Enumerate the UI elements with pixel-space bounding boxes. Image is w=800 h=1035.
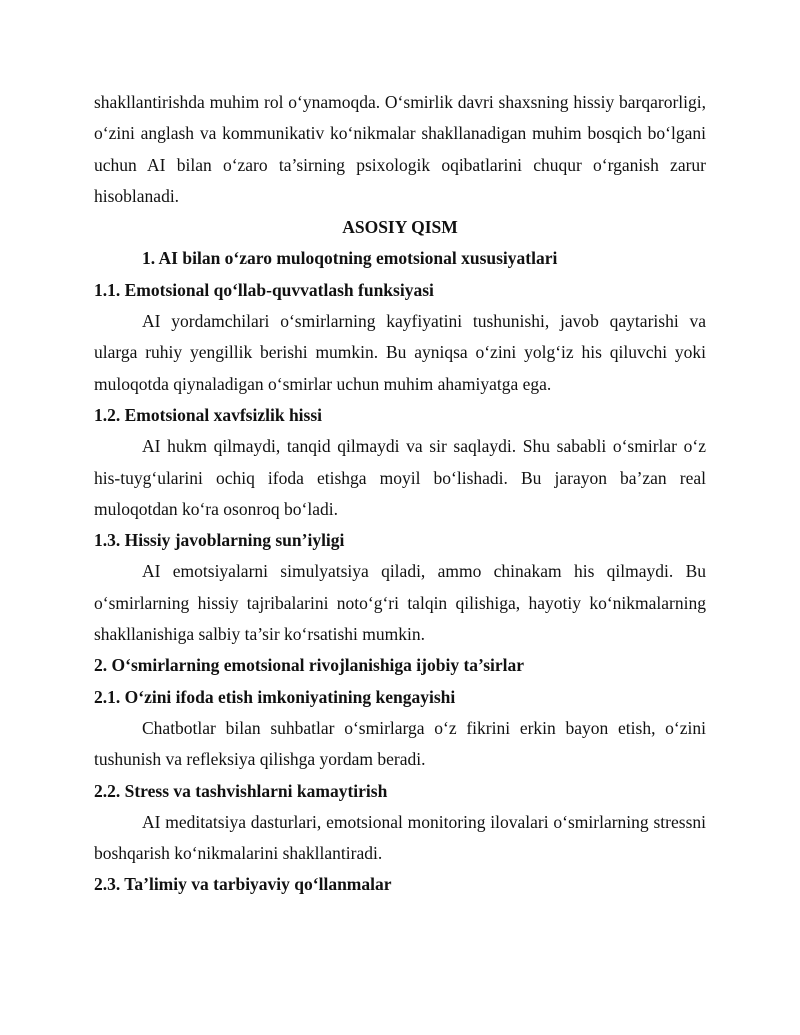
paragraph-2-2: AI meditatsiya dasturlari, emotsional monitoring ilovalari o‘smirlarning stressni boshqarish ko‘nikmalarini shakllantiradi. [94,811,706,864]
paragraph-1-3: AI emotsiyalarni simulyatsiya qiladi, ammo chinakam his qilmaydi. Bu o‘smirlarning hissiy tajribalarini noto‘g‘ri talqin qilishiga, hayotiy ko‘nikmalarning shakllanishiga salbiy ta’sir ko‘rsatishi mumkin. [94,561,706,645]
heading-2: 2. O‘smirlarning emotsional rivojlanishiga ijobiy ta’sirlar [94,655,525,676]
heading-2-1: 2.1. O‘zini ifoda etish imkoniyatining kengayishi [94,686,456,707]
heading-2-3: 2.3. Ta’limiy va tarbiyaviy qo‘llanmalar [94,874,392,895]
intro-paragraph: shakllantirishda muhim rol o‘ynamoqda. O‘smirlik davri shaxsning hissiy barqarorligi, o‘zini anglash va kommunikativ ko‘nikmalar shakllanadigan muhim bosqich bo‘lgani uchun AI bilan o‘zaro ta’sirning psixologik oqibatlarini chuqur o‘rganish zarur hisoblanadi. [94,92,706,206]
heading-1-2: 1.2. Emotsional xavfsizlik hissi [94,404,323,425]
document-page [94,87,706,901]
heading-1-1: 1.1. Emotsional qo‘llab-quvvatlash funksiyasi [94,279,434,300]
paragraph-1-2: AI hukm qilmaydi, tanqid qilmaydi va sir saqlaydi. Shu sababli o‘smirlar o‘z his-tuyg‘ularini ochiq ifoda etishga moyil bo‘lishadi. Bu jarayon ba’zan real muloqotdan ko‘ra osonroq bo‘ladi. [94,436,706,519]
paragraph-2-1: Chatbotlar bilan suhbatlar o‘smirlarga o‘z fikrini erkin bayon etish, o‘zini tushunish va refleksiya qilishga yordam beradi. [94,717,706,770]
heading-2-2: 2.2. Stress va tashvishlarni kamaytirish [94,780,388,801]
heading-1-3: 1.3. Hissiy javoblarning sun’iyligi [94,530,345,551]
heading-1: 1. AI bilan o‘zaro muloqotning emotsional xususiyatlari [142,248,558,269]
section-title: ASOSIY QISM [342,217,458,238]
paragraph-1-1: AI yordamchilari o‘smirlarning kayfiyatini tushunishi, javob qaytarishi va ularga ruhiy yengillik berishi mumkin. Bu ayniqsa o‘zini yolg‘iz his qiluvchi yoki muloqotda qiynaladigan o‘smirlar uchun muhim ahamiyatga ega. [94,311,706,394]
